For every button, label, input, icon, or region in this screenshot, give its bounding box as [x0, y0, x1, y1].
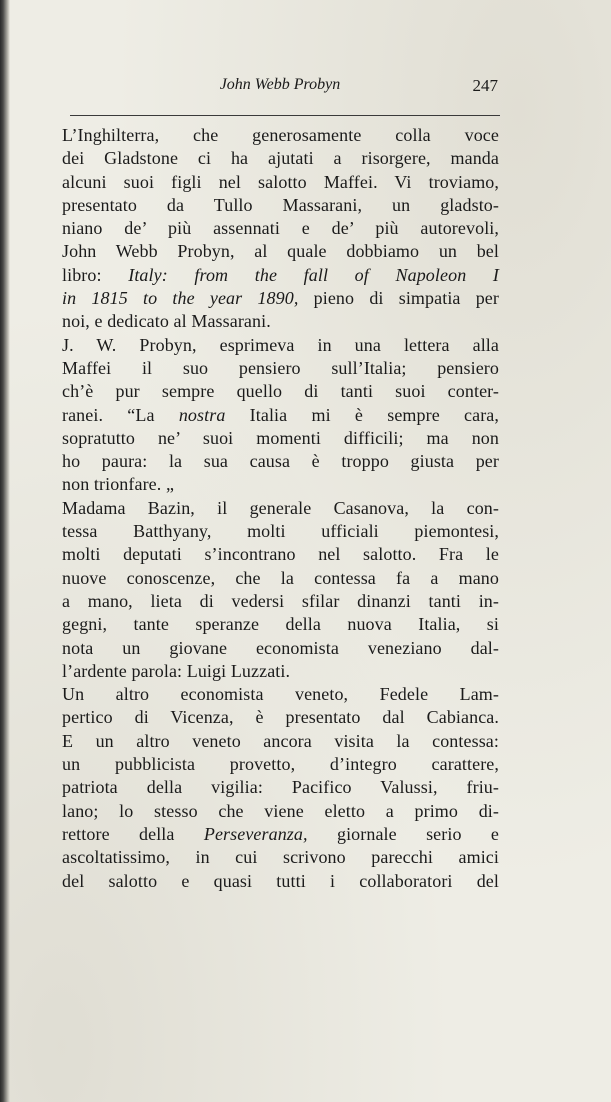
text-segment: a mano, lieta di vedersi sfilar dinanzi tanti in-	[62, 590, 499, 611]
text-segment: alcuni suoi figli nel salotto Maffei. Vi troviamo,	[62, 171, 499, 192]
text-segment: sopratutto ne’ suoi momenti difficili; ma non	[62, 427, 499, 448]
text-line	[62, 264, 499, 287]
italic-text: in 1815 to the year 1890,	[62, 288, 299, 309]
text-line	[62, 124, 499, 147]
text-segment: John Webb Probyn, al quale dobbiamo un bel	[62, 241, 499, 262]
text-line	[62, 613, 499, 636]
text-segment: ch’è pur sempre quello di tanti suoi conter-	[62, 381, 499, 402]
text-line	[62, 217, 499, 240]
text-line	[62, 240, 499, 263]
text-line	[62, 846, 499, 869]
italic-text: Perseveranza,	[203, 823, 308, 844]
header-rule	[70, 115, 500, 116]
text-line	[62, 730, 499, 753]
text-line	[62, 380, 499, 403]
text-segment: pieno di simpatia per	[298, 288, 499, 309]
text-line	[62, 497, 499, 520]
text-segment: un pubblicista provetto, d’integro carattere,	[62, 754, 499, 775]
text-line	[62, 287, 499, 310]
text-segment: gegni, tante speranze della nuova Italia, si	[62, 614, 499, 635]
page-header	[60, 74, 500, 104]
text-segment: Madama Bazin, il generale Casanova, la con-	[62, 497, 499, 518]
text-line	[62, 590, 499, 613]
text-line	[62, 543, 499, 566]
text-line	[62, 310, 499, 333]
text-segment: dei Gladstone ci ha ajutati a risorgere, manda	[62, 148, 499, 169]
text-segment: presentato da Tullo Massarani, un gladsto-	[62, 194, 499, 215]
text-segment: pertico di Vicenza, è presentato dal Cabianca.	[62, 707, 499, 728]
text-segment: ho paura: la sua causa è troppo giusta per	[62, 451, 499, 472]
text-line	[62, 520, 499, 543]
text-segment: niano de’ più assennati e de’ più autorevoli,	[62, 218, 499, 239]
text-line	[62, 753, 499, 776]
text-line	[62, 800, 499, 823]
text-segment: l’ardente parola: Luigi Luzzati.	[62, 660, 291, 681]
page-number: 247	[472, 76, 498, 95]
text-segment: libro:	[62, 264, 129, 285]
text-line	[62, 660, 499, 683]
text-segment: patriota della vigilia: Pacifico Valussi, friu-	[62, 777, 499, 798]
text-segment: Un altro economista veneto, Fedele Lam-	[62, 684, 499, 705]
text-line	[62, 334, 499, 357]
text-line	[62, 683, 499, 706]
text-segment: L’Inghilterra, che generosamente colla voce	[62, 125, 499, 145]
text-segment: rettore della	[62, 823, 204, 844]
text-line	[62, 706, 499, 729]
text-line	[62, 194, 499, 217]
text-segment: J. W. Probyn, esprimeva in una lettera alla	[62, 334, 499, 355]
text-line	[62, 147, 499, 170]
text-line	[62, 823, 499, 846]
italic-text: nostra	[178, 404, 226, 425]
text-line	[62, 870, 499, 893]
text-line	[62, 567, 499, 590]
text-line	[62, 450, 499, 473]
text-line	[62, 404, 499, 427]
text-segment: Maffei il suo pensiero sull’Italia; pensiero	[62, 357, 499, 378]
text-segment: nota un giovane economista veneziano dal-	[62, 637, 499, 658]
text-line	[62, 637, 499, 660]
text-line	[62, 776, 499, 799]
text-segment: Italia mi è sempre cara,	[225, 404, 499, 425]
text-segment: nuove conoscenze, che la contessa fa a mano	[62, 567, 499, 588]
text-line	[62, 171, 499, 194]
text-line	[62, 357, 499, 380]
text-segment: noi, e dedicato al Massarani.	[62, 311, 271, 332]
text-line	[62, 427, 499, 450]
text-segment: lano; lo stesso che viene eletto a primo di-	[62, 800, 499, 821]
text-segment: del salotto e quasi tutti i collaboratori del	[62, 870, 499, 891]
italic-text: Italy: from the fall of Napoleon I	[128, 264, 499, 285]
text-segment: E un altro veneto ancora visita la contessa:	[62, 730, 499, 751]
running-title: John Webb Probyn	[219, 76, 341, 93]
text-segment: ranei. “La	[62, 404, 179, 425]
text-line	[62, 473, 499, 496]
text-segment: giornale serio e	[307, 823, 499, 844]
text-segment: non trionfare. „	[62, 474, 175, 495]
text-segment: tessa Batthyany, molti ufficiali piemontesi,	[62, 521, 499, 542]
text-segment: molti deputati s’incontrano nel salotto. Fra le	[62, 544, 499, 565]
text-segment: ascoltatissimo, in cui scrivono parecchi amici	[62, 847, 499, 868]
body-text	[62, 124, 499, 893]
page-spine-shadow	[0, 0, 10, 1102]
